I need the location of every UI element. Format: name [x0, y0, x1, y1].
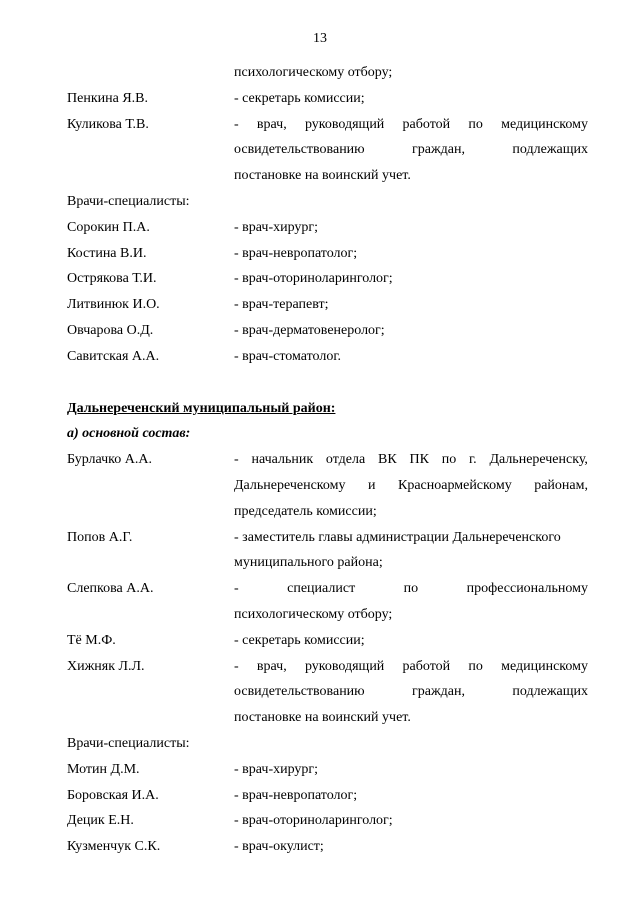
member-name: Пенкина Я.В.: [67, 90, 148, 106]
member-name: Бурлачко А.А.: [67, 452, 152, 468]
specialist-role: - врач-дерматовенеролог;: [234, 322, 385, 338]
specialist-name: Савитская А.А.: [67, 348, 160, 364]
specialist-role: - врач-терапевт;: [234, 297, 329, 313]
member-role-text: постановке на воинский учет.: [234, 168, 411, 184]
specialist-role: - врач-оториноларинголог;: [234, 271, 393, 287]
document-body: [67, 60, 588, 860]
member-role: - секретарь комиссии;: [234, 90, 365, 106]
member-role-continuation: [67, 679, 588, 705]
specialist-row: [67, 783, 588, 809]
specialist-role: - врач-невропатолог;: [234, 787, 358, 803]
member-role-text: председатель комиссии;: [234, 503, 377, 519]
member-role-justified: - начальник отдела ВК ПК по г. Дальнереченску,: [234, 452, 588, 468]
member-role-justified: Дальнереченскому и Красноармейскому районам,: [234, 477, 588, 493]
member-role-continuation: [67, 163, 588, 189]
specialist-role: - врач-хирург;: [234, 219, 319, 235]
specialist-row: [67, 318, 588, 344]
member-role-continuation: [67, 137, 588, 163]
specialist-name: Боровская И.А.: [67, 787, 159, 803]
specialists-label: Врачи-специалисты:: [67, 193, 190, 209]
member-row: [67, 576, 588, 602]
member-name: Попов А.Г.: [67, 529, 133, 545]
member-name: Слепкова А.А.: [67, 581, 154, 597]
member-role-continuation: [67, 550, 588, 576]
specialist-row: [67, 292, 588, 318]
specialist-name: Костина В.И.: [67, 245, 147, 261]
specialist-role: - врач-оториноларинголог;: [234, 813, 393, 829]
member-row: [67, 447, 588, 473]
member-role-text: - заместитель главы администрации Дальнереченского: [234, 529, 561, 545]
specialist-name: Мотин Д.М.: [67, 761, 140, 777]
member-row: [67, 654, 588, 680]
member-role-text: психологическому отбору;: [234, 606, 393, 622]
specialists-list: [67, 215, 588, 370]
member-role-continuation: [67, 499, 588, 525]
continuation-line: [67, 60, 588, 86]
section-title: Дальнереченский муниципальный район:: [67, 400, 336, 416]
member-role-continuation: [67, 705, 588, 731]
member-name: Тё М.Ф.: [67, 632, 116, 648]
member-role-continuation: [67, 602, 588, 628]
specialists-list: [67, 757, 588, 860]
subsection-title: а) основной состав:: [67, 426, 191, 442]
member-role-justified: - врач, руководящий работой по медицинскому: [234, 116, 588, 132]
specialist-row: [67, 266, 588, 292]
member-role-text: - секретарь комиссии;: [234, 632, 365, 648]
specialist-name: Децик Е.Н.: [67, 813, 134, 829]
specialist-name: Сорокин П.А.: [67, 219, 150, 235]
specialist-role: - врач-хирург;: [234, 761, 319, 777]
member-role-continuation: [67, 473, 588, 499]
specialist-name: Кузменчук С.К.: [67, 839, 161, 855]
member-role-justified: освидетельствованию граждан, подлежащих: [234, 142, 588, 158]
specialist-name: Острякова Т.И.: [67, 271, 157, 287]
member-row: [67, 86, 588, 112]
specialist-role: - врач-невропатолог;: [234, 245, 358, 261]
specialist-role: - врач-окулист;: [234, 839, 324, 855]
member-name: Куликова Т.В.: [67, 116, 149, 132]
member-role-text: постановке на воинский учет.: [234, 710, 411, 726]
specialist-row: [67, 834, 588, 860]
member-role-justified: - врач, руководящий работой по медицинскому: [234, 658, 588, 674]
specialist-row: [67, 241, 588, 267]
page-number: 13: [313, 31, 327, 46]
member-role-justified: освидетельствованию граждан, подлежащих: [234, 684, 588, 700]
member-role-justified: - специалист по профессиональному: [234, 581, 588, 597]
specialist-row: [67, 344, 588, 370]
member-row: [67, 112, 588, 138]
member-name: Хижняк Л.Л.: [67, 658, 145, 674]
specialist-role: - врач-стоматолог.: [234, 348, 342, 364]
specialist-row: [67, 757, 588, 783]
continuation-text: психологическому отбору;: [234, 65, 393, 80]
specialist-row: [67, 215, 588, 241]
specialist-name: Овчарова О.Д.: [67, 322, 154, 338]
specialist-name: Литвинюк И.О.: [67, 297, 160, 313]
member-role-text: муниципального района;: [234, 555, 383, 571]
member-row: [67, 628, 588, 654]
specialists-label: Врачи-специалисты:: [67, 735, 190, 751]
member-row: [67, 525, 588, 551]
specialist-row: [67, 808, 588, 834]
